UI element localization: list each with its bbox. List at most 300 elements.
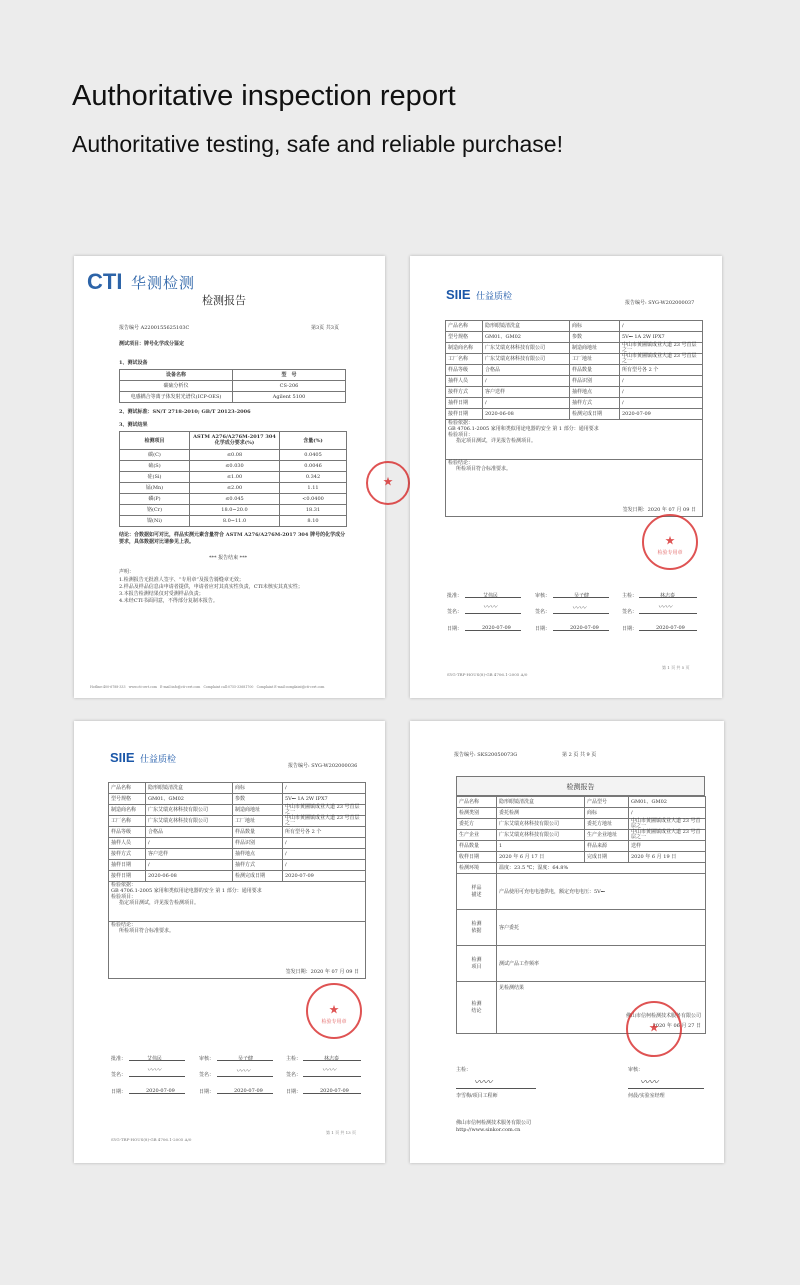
- table-cell: 抽样地点: [570, 387, 620, 398]
- table-cell: ≤0.030: [190, 461, 280, 472]
- table-row: [446, 460, 703, 517]
- table-cell: 隐形眼镜清洗盒: [497, 797, 585, 808]
- footer-url: http://www.sinkor.com.cn: [456, 1127, 521, 1133]
- divider: [628, 1088, 704, 1089]
- page-number: 第 1 页 共 13 页: [326, 1130, 356, 1135]
- divider: [217, 1060, 273, 1061]
- cti-note: 2.样品及样品信息由申请者提供，申请者应对其真实性负责，CTI未核实其真实性；: [119, 584, 303, 590]
- table-cell: 样品识别: [570, 376, 620, 387]
- table-cell: 制造商地址: [233, 805, 283, 816]
- table-cell: 样品数量: [570, 365, 620, 376]
- table-cell: <0.0400: [280, 494, 347, 505]
- divider: [217, 1076, 273, 1077]
- date-label: 日期：: [535, 626, 551, 632]
- cti-note: 1.检测报告无批准人签字、“专用章”及报告骑缝章无效；: [119, 577, 244, 583]
- table-cell: /: [146, 860, 233, 871]
- table-cell: ≤0.045: [190, 494, 280, 505]
- siie-logo: SIIE: [110, 750, 135, 765]
- table-row: [120, 392, 346, 403]
- review-date: 2020-07-09: [570, 625, 599, 631]
- table-row: [120, 432, 347, 450]
- table-cell: 接样日期: [109, 871, 146, 882]
- reviewer-name: 吴子健: [574, 593, 590, 599]
- table-cell: 工厂地址: [233, 816, 283, 827]
- table-row: [109, 794, 366, 805]
- divider: [639, 613, 697, 614]
- table-cell: 硅(Si): [120, 472, 190, 483]
- table-cell: 中山市黄圃镇成业大道 23 号首层之一: [629, 830, 706, 841]
- cti-report-no: 报告编号 A2200155625103C: [119, 325, 190, 331]
- sign-label: 签名：: [447, 609, 463, 615]
- approver-label: 审核：: [628, 1067, 644, 1073]
- inspector-title: 李雪梅/项目工程师: [456, 1093, 498, 1099]
- table-row: [457, 863, 706, 874]
- table-cell: 参数: [233, 794, 283, 805]
- table-cell: 产品名称: [446, 321, 483, 332]
- cti-equipment-table: [119, 369, 346, 403]
- table-row: [446, 332, 703, 343]
- table-cell: 客户送样: [146, 849, 233, 860]
- sign-label: 签名：: [199, 1072, 215, 1078]
- inspector-label: 主检：: [286, 1056, 302, 1062]
- sign-label: 签名：: [111, 1072, 127, 1078]
- table-row: [109, 871, 366, 882]
- table-cell: 委托方地址: [585, 819, 629, 830]
- approve-label: 批准：: [111, 1056, 127, 1062]
- signature: 〰〰: [658, 603, 672, 611]
- inspector-label: 主检：: [622, 593, 638, 599]
- table-cell: 工厂名称: [109, 816, 146, 827]
- siie-logo: SIIE: [446, 287, 471, 302]
- table-cell: 检测结论: [457, 982, 497, 1034]
- table-cell: 样品等级: [446, 365, 483, 376]
- table-cell: /: [483, 376, 570, 387]
- approve-date: 2020-07-09: [146, 1088, 175, 1094]
- table-cell: /: [146, 838, 233, 849]
- table-cell: 中山市黄圃镇成业大道 23 号首层之一: [620, 343, 703, 354]
- table-cell: 广东艾瑞克林科技有限公司: [497, 819, 585, 830]
- table-row: [109, 838, 366, 849]
- sks-report-title: 检测报告: [456, 776, 705, 796]
- table-row: [109, 860, 366, 871]
- table-row: [120, 494, 347, 505]
- table-cell: 委托检测: [497, 808, 585, 819]
- table-row: [120, 472, 347, 483]
- conclusion-label: 检验结论：: [111, 922, 137, 928]
- table-cell: 客户送样: [483, 387, 570, 398]
- date-label: 日期：: [622, 626, 638, 632]
- reviewer-name: 吴子健: [238, 1056, 254, 1062]
- table-cell: 隐形眼镜清洗盒: [146, 783, 233, 794]
- siie-info-table: [445, 320, 703, 517]
- table-cell: 18.31: [280, 505, 347, 516]
- table-cell: 2020-07-09: [620, 409, 703, 420]
- table-cell: 检测依据: [457, 910, 497, 946]
- items-text: 指定项目测试，详见报告检测项目。: [119, 900, 200, 906]
- table-cell: 2020 年 6 月 19 日: [629, 852, 706, 863]
- table-row: [457, 874, 706, 910]
- table-cell: ≤0.08: [190, 450, 280, 461]
- divider: [465, 597, 521, 598]
- divider: [553, 597, 609, 598]
- table-row: [446, 365, 703, 376]
- cti-note: 3.本报告检测结果仅对受测样品负责；: [119, 591, 204, 597]
- cti-results-table: [119, 431, 347, 527]
- table-cell: 样品识别: [233, 838, 283, 849]
- cti-note: 4.未经CTI书面同意，不得部分复制本报告。: [119, 598, 218, 604]
- table-cell: 抽样地点: [233, 849, 283, 860]
- divider: [639, 630, 697, 631]
- table-cell: 抽样人员: [109, 838, 146, 849]
- table-cell: 0.0046: [280, 461, 347, 472]
- conclusion-text: 见检测结果: [499, 985, 525, 991]
- company-name: 佛山市信柯检测技术服务有限公司: [625, 1013, 701, 1019]
- items-label: 检验项目：: [111, 894, 137, 900]
- signature: 〰〰: [322, 1066, 336, 1074]
- table-cell: 硫(S): [120, 461, 190, 472]
- table-cell: 抽样日期: [446, 398, 483, 409]
- table-cell: 收样日期: [457, 852, 497, 863]
- table-cell: 样品等级: [109, 827, 146, 838]
- basis-label: 检验依据：: [111, 882, 137, 888]
- table-cell: 工厂地址: [570, 354, 620, 365]
- table-cell: 产品使用可充电电池供电，额定充电电压：5V⎓: [497, 874, 706, 910]
- divider: [303, 1060, 361, 1061]
- approver-name: 艾伟民: [483, 593, 499, 599]
- table-row: [446, 387, 703, 398]
- table-cell: 合格品: [483, 365, 570, 376]
- items-text: 指定项目测试，详见报告检测项目。: [456, 438, 537, 444]
- table-cell: 商标: [585, 808, 629, 819]
- table-cell: 产品型号: [585, 797, 629, 808]
- table-cell: 型号规格: [109, 794, 146, 805]
- divider: [129, 1060, 185, 1061]
- table-cell: 1.11: [280, 483, 347, 494]
- table-row: [109, 882, 366, 922]
- table-cell: 1: [497, 841, 585, 852]
- conclusion-text: 所检项目符合标准要求。: [119, 928, 175, 934]
- table-cell: GM01、GM02: [483, 332, 570, 343]
- table-cell: 抽样方式: [233, 860, 283, 871]
- conclusion-text: 所检项目符合标准要求。: [456, 466, 512, 472]
- approve-date: 2020-07-09: [482, 625, 511, 631]
- table-cell: /: [283, 783, 366, 794]
- divider: [129, 1076, 185, 1077]
- table-cell: 样品数量: [233, 827, 283, 838]
- stamp-text: 检验专用章: [321, 1019, 347, 1025]
- cti-section-1: 1、测试设备: [119, 360, 148, 366]
- divider: [303, 1093, 361, 1094]
- items-label: 检验项目：: [448, 432, 474, 438]
- table-cell: 8.10: [280, 516, 347, 527]
- table-row: [446, 343, 703, 354]
- date-label: 日期：: [111, 1089, 127, 1095]
- table-cell: /: [620, 376, 703, 387]
- table-cell: 检测项目: [457, 946, 497, 982]
- inspector-name: 林志泰: [660, 593, 676, 599]
- table-cell: /: [283, 860, 366, 871]
- divider: [465, 613, 521, 614]
- table-row: [446, 321, 703, 332]
- table-cell: 铬(Cr): [120, 505, 190, 516]
- inspect-date: 2020-07-09: [320, 1088, 349, 1094]
- table-cell: /: [629, 808, 706, 819]
- table-row: [120, 505, 347, 516]
- divider: [217, 1093, 273, 1094]
- inspector-label: 主检：: [456, 1067, 472, 1073]
- table-header: 设备名称: [120, 370, 233, 381]
- table-cell: /: [620, 398, 703, 409]
- table-cell: 8.0~11.0: [190, 516, 280, 527]
- stamp-text: 检验专用章: [657, 550, 683, 556]
- divider: [303, 1076, 361, 1077]
- table-cell: GM01、GM02: [146, 794, 233, 805]
- siie-info-table: [108, 782, 366, 979]
- date-label: 日期：: [199, 1089, 215, 1095]
- form-code: SYG-TRF-HOUS(8)-GB 4706.1-2005 A/0: [447, 672, 528, 677]
- table-header: 型 号: [233, 370, 346, 381]
- table-cell: /: [283, 849, 366, 860]
- table-header: 含量(%): [280, 432, 347, 450]
- table-cell: 镍(Ni): [120, 516, 190, 527]
- table-cell: 样品描述: [457, 874, 497, 910]
- table-cell: ≤2.00: [190, 483, 280, 494]
- signature: 〰〰: [572, 604, 586, 612]
- table-cell: 2020-06-08: [483, 409, 570, 420]
- table-cell: 碳(C): [120, 450, 190, 461]
- table-row: [120, 450, 347, 461]
- table-row: [457, 852, 706, 863]
- table-cell: 抽样日期: [109, 860, 146, 871]
- table-cell: 所有型号各 2 个: [620, 365, 703, 376]
- table-cell: 电感耦合等离子体发射光谱仪(ICP-OES): [120, 392, 233, 403]
- table-cell: 锰(Mn): [120, 483, 190, 494]
- review-label: 审核：: [199, 1056, 215, 1062]
- table-row: [457, 808, 706, 819]
- table-cell: 制造商名称: [109, 805, 146, 816]
- table-row: [457, 830, 706, 841]
- siie-logo-cn: 仕益质检: [476, 291, 513, 301]
- approve-label: 批准：: [447, 593, 463, 599]
- cti-logo-cn: 华测检测: [131, 275, 196, 292]
- table-cell: 抽样方式: [570, 398, 620, 409]
- table-row: [457, 910, 706, 946]
- table-cell: 中山市黄圃镇成业大道 23 号首层之一: [283, 805, 366, 816]
- page-number: 第 2 页 共 9 页: [562, 752, 597, 758]
- basis-text: GB 4706.1-2005 家用和类似用途电器的安全 第 1 部分：通用要求: [448, 426, 599, 432]
- sign-label: 签名：: [286, 1072, 302, 1078]
- cti-section-2: 2、测试标准：SN/T 2718-2010; GB/T 20123-2006: [119, 409, 251, 415]
- review-label: 审核：: [535, 593, 551, 599]
- table-cell: 生产企业地址: [585, 830, 629, 841]
- approver-name: 艾伟民: [147, 1056, 163, 1062]
- report-number: 报告编号: SKS20050073G: [454, 752, 518, 758]
- table-cell: 磷(P): [120, 494, 190, 505]
- table-cell: 商标: [570, 321, 620, 332]
- table-cell: ≤1.00: [190, 472, 280, 483]
- table-cell: 2020-06-08: [146, 871, 233, 882]
- signature: 〰〰: [474, 1078, 493, 1088]
- sign-label: 签名：: [535, 609, 551, 615]
- table-row: [120, 461, 347, 472]
- table-cell: 检测完成日期: [570, 409, 620, 420]
- cti-page-number: 第3页 共3页: [311, 325, 339, 331]
- table-cell: 18.0~20.0: [190, 505, 280, 516]
- cti-end-mark: *** 报告结束 ***: [209, 555, 248, 561]
- report-number: 报告编号: SYG-W202000037: [625, 300, 695, 306]
- report-number: 报告编号: SYG-W202000036: [288, 763, 358, 769]
- sks-info-table: [456, 796, 706, 1034]
- table-row: [457, 797, 706, 808]
- table-cell: /: [283, 838, 366, 849]
- conclusion-label: 检验结论：: [448, 460, 474, 466]
- siie-report-page-2: [74, 721, 385, 1163]
- table-cell: 样品数量: [457, 841, 497, 852]
- inspect-date: 2020-07-09: [656, 625, 685, 631]
- signature: 〰〰: [236, 1067, 250, 1075]
- table-cell: 委托方: [457, 819, 497, 830]
- table-row: [446, 376, 703, 387]
- table-cell: 0.0405: [280, 450, 347, 461]
- table-header: ASTM A276/A276M-2017 304 化学成分要求(%): [190, 432, 280, 450]
- cti-project: 测试项目：牌号化学成分鉴定: [119, 341, 185, 347]
- table-cell: 2020 年 6 月 17 日: [497, 852, 585, 863]
- table-cell: 广东艾瑞克林科技有限公司: [497, 830, 585, 841]
- table-cell: 型号规格: [446, 332, 483, 343]
- table-row: [109, 827, 366, 838]
- table-row: [446, 398, 703, 409]
- table-cell: 接样方式: [109, 849, 146, 860]
- table-row: [109, 783, 366, 794]
- divider: [553, 613, 609, 614]
- table-cell: 广东艾瑞克林科技有限公司: [146, 816, 233, 827]
- table-row: [457, 841, 706, 852]
- table-cell: 参数: [570, 332, 620, 343]
- date-label: 日期：: [286, 1089, 302, 1095]
- table-cell: 商标: [233, 783, 283, 794]
- divider: [553, 630, 609, 631]
- table-cell: 合格品: [146, 827, 233, 838]
- table-cell: 中山市黄圃镇成业大道 23 号首层之一: [620, 354, 703, 365]
- cti-report-title: 检测报告: [202, 294, 246, 307]
- review-date: 2020-07-09: [234, 1088, 263, 1094]
- table-row: [446, 354, 703, 365]
- table-row: [120, 381, 346, 392]
- table-row: [446, 420, 703, 460]
- table-header: 检测项目: [120, 432, 190, 450]
- date-label: 日期：: [447, 626, 463, 632]
- table-cell: 生产企业: [457, 830, 497, 841]
- table-cell: /: [483, 398, 570, 409]
- table-row: [109, 805, 366, 816]
- table-cell: 制造商地址: [570, 343, 620, 354]
- table-row: [120, 516, 347, 527]
- table-cell: /: [620, 321, 703, 332]
- table-cell: 完成日期: [585, 852, 629, 863]
- table-cell: 碳硫分析仪: [120, 381, 233, 392]
- inspector-name: 林志泰: [324, 1056, 340, 1062]
- table-cell: 接样方式: [446, 387, 483, 398]
- table-row: [109, 922, 366, 979]
- cti-footer: Hotline:400-6788-333 www.cti-cert.com E-mail:info@cti-cert.com Complaint call:0755-33681700 Complaint E-mail:complaint@cti-cert.com: [90, 685, 325, 689]
- issue-date: 2020 年 06 月 27 日: [652, 1023, 701, 1029]
- divider: [639, 597, 697, 598]
- cti-section-3: 3、测试结果: [119, 422, 148, 428]
- table-cell: 2020-07-09: [283, 871, 366, 882]
- inspection-seal-stamp: ★: [626, 1001, 682, 1057]
- table-cell: GM01、GM02: [629, 797, 706, 808]
- page-subtitle: Authoritative testing, safe and reliable purchase!: [72, 131, 563, 157]
- table-row: [120, 483, 347, 494]
- table-cell: 隐形眼镜清洗盒: [483, 321, 570, 332]
- table-cell: 检测类别: [457, 808, 497, 819]
- basis-text: GB 4706.1-2005 家用和类似用途电器的安全 第 1 部分：通用要求: [111, 888, 262, 894]
- siie-logo-cn: 仕益质检: [140, 754, 177, 764]
- table-cell: 5V⎓ 1A 2W IPX7: [620, 332, 703, 343]
- cti-conclusion: 结论：合数据如可对比，样品实测元素含量符合 ASTM A276/A276M-2017 304 牌号的化学成分要求，具体数据对比请参见上表。: [119, 532, 346, 545]
- table-cell: CS-206: [233, 381, 346, 392]
- cti-report-page: [74, 256, 394, 698]
- table-cell: 制造商名称: [446, 343, 483, 354]
- table-cell: 广东艾瑞克林科技有限公司: [483, 354, 570, 365]
- table-row: [109, 816, 366, 827]
- table-cell: 产品名称: [109, 783, 146, 794]
- table-cell: 中山市黄圃镇成业大道 23 号首层之一: [629, 819, 706, 830]
- table-cell: 温度：23.5 ℃；湿度：64.8%: [497, 863, 706, 874]
- issue-date: 签发日期：2020 年 07 月 09 日: [622, 507, 696, 513]
- footer-company: 佛山市信柯检测技术服务有限公司: [456, 1120, 532, 1126]
- table-cell: Agilent 5100: [233, 392, 346, 403]
- divider: [465, 630, 521, 631]
- table-cell: 工厂名称: [446, 354, 483, 365]
- table-row: [446, 409, 703, 420]
- table-cell: 5V⎓ 1A 2W IPX7: [283, 794, 366, 805]
- table-row: [109, 849, 366, 860]
- table-cell: 产品名称: [457, 797, 497, 808]
- basis-label: 检验依据：: [448, 420, 474, 426]
- inspection-seal-stamp: ★ 检验专用章: [306, 983, 362, 1039]
- divider: [129, 1093, 185, 1094]
- table-cell: /: [620, 387, 703, 398]
- table-row: [457, 819, 706, 830]
- table-cell: 0.342: [280, 472, 347, 483]
- table-cell: 接样日期: [446, 409, 483, 420]
- divider: [456, 1088, 536, 1089]
- table-row: [120, 370, 346, 381]
- signature: 〰〰: [640, 1078, 659, 1088]
- signature: 〰〰: [483, 603, 497, 611]
- table-cell: 检测完成日期: [233, 871, 283, 882]
- table-cell: 所有型号各 2 个: [283, 827, 366, 838]
- form-code: SYG-TRF-HOUS(8)-GB 4706.1-2005 A/0: [111, 1137, 192, 1142]
- cti-logo: CTI: [87, 269, 123, 294]
- cti-notes-title: 声明：: [119, 569, 135, 575]
- table-cell: 中山市黄圃镇成业大道 23 号首层之一: [283, 816, 366, 827]
- table-cell: 广东艾瑞克林科技有限公司: [483, 343, 570, 354]
- cti-seal-stamp: ★: [366, 461, 410, 505]
- approver-title: 何晨/实验室经理: [628, 1093, 665, 1099]
- issue-date: 签发日期：2020 年 07 月 09 日: [285, 969, 359, 975]
- siie-report-page-1: [410, 256, 722, 698]
- table-cell: 测试产品工作频率: [497, 946, 706, 982]
- table-row: [457, 946, 706, 982]
- inspection-seal-stamp: ★ 检验专用章: [642, 514, 698, 570]
- table-cell: 抽样人员: [446, 376, 483, 387]
- table-cell: 样品来源: [585, 841, 629, 852]
- table-cell: 广东艾瑞克林科技有限公司: [146, 805, 233, 816]
- signature: 〰〰: [147, 1066, 161, 1074]
- sign-label: 签名：: [622, 609, 638, 615]
